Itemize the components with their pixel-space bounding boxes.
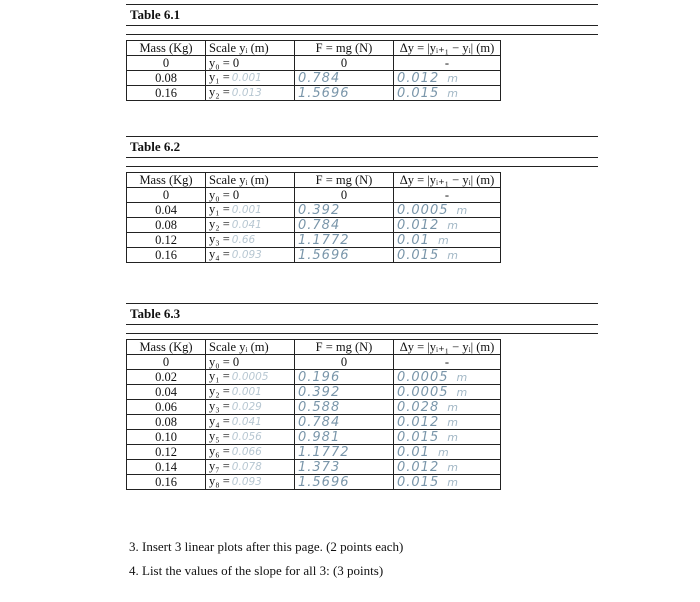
mass-cell: 0.16 (127, 86, 206, 101)
delta-y-handwritten-value: 0.01 (397, 444, 430, 460)
table-row (127, 248, 501, 263)
force-cell (295, 203, 394, 218)
table-row (127, 445, 501, 460)
force-cell (295, 248, 394, 263)
force-cell (295, 188, 394, 203)
instruction-slopes: 4. List the values of the slope for all 3: (3 points) (129, 563, 384, 578)
table-row (127, 56, 501, 71)
scale-cell (206, 415, 295, 430)
delta-y-cell (394, 430, 501, 445)
unit-handwritten: m (447, 460, 458, 474)
scale-label: y₅ = (209, 429, 230, 443)
scale-cell (206, 248, 295, 263)
scale-label: y₈ = (209, 474, 230, 488)
delta-y-header: Δy = |yᵢ₊₁ − yᵢ| (m) (394, 41, 501, 56)
delta-y-cell (394, 248, 501, 263)
scale-label: y₄ = (209, 414, 230, 428)
unit-handwritten: m (456, 203, 468, 217)
mass-cell: 0 (127, 355, 206, 370)
scale-header: Scale yᵢ (m) (206, 173, 295, 188)
force-handwritten-value: 1.1772 (298, 444, 350, 460)
mass-cell: 0.08 (127, 218, 206, 233)
scale-label: y₀ = 0 (209, 55, 240, 70)
scale-label: y₁ = (209, 202, 230, 216)
force-cell (295, 430, 394, 445)
delta-y-cell (394, 415, 501, 430)
delta-y-cell (394, 56, 501, 71)
delta-y-cell (394, 203, 501, 218)
header-row (127, 340, 501, 355)
force-cell (295, 475, 394, 490)
mass-cell: 0.08 (127, 71, 206, 86)
mass-cell: 0.08 (127, 415, 206, 430)
force-cell (295, 233, 394, 248)
instruction-plots: 3. Insert 3 linear plots after this page. (2 points each) (129, 539, 404, 554)
table-6-1-rule (126, 34, 598, 35)
table-6-1-header-bar (126, 4, 598, 26)
scale-handwritten-value: 0.001 (231, 386, 262, 398)
scale-cell (206, 475, 295, 490)
scale-cell (206, 445, 295, 460)
scale-handwritten-value: 0.66 (231, 234, 256, 246)
table-row (127, 370, 501, 385)
force-cell (295, 355, 394, 370)
table-6-2-rule (126, 166, 598, 167)
scale-handwritten-value: 0.093 (231, 476, 262, 488)
scale-handwritten-value: 0.078 (231, 461, 262, 473)
table-row (127, 86, 501, 101)
delta-y-cell (394, 86, 501, 101)
table-6-2 (126, 172, 501, 263)
delta-y-value: - (444, 55, 450, 70)
scale-handwritten-value: 0.013 (231, 87, 262, 99)
table-6-3-header-bar (126, 303, 598, 325)
force-value: 0 (340, 55, 348, 70)
table-row (127, 385, 501, 400)
table-6-3-section (126, 303, 598, 513)
scale-label: y₇ = (209, 459, 230, 473)
table-row (127, 415, 501, 430)
table-6-2-title: Table 6.2 (130, 139, 181, 154)
scale-label: y₁ = (209, 369, 230, 383)
mass-cell: 0.10 (127, 430, 206, 445)
scale-label: y₃ = (209, 232, 230, 246)
scale-handwritten-value: 0.041 (231, 416, 262, 428)
delta-y-handwritten-value: 0.0005 (397, 384, 449, 400)
table-row (127, 430, 501, 445)
force-cell (295, 415, 394, 430)
delta-y-handwritten-value: 0.01 (397, 232, 430, 248)
unit-handwritten: m (447, 430, 458, 444)
scale-label: y₂ = (209, 85, 230, 99)
table-row (127, 355, 501, 370)
force-cell (295, 56, 394, 71)
delta-y-handwritten-value: 0.015 (397, 429, 440, 445)
force-cell (295, 218, 394, 233)
force-handwritten-value: 0.784 (298, 70, 341, 86)
scale-handwritten-value: 0.056 (231, 431, 262, 443)
table-6-2-section (126, 136, 598, 286)
scale-cell (206, 400, 295, 415)
force-handwritten-value: 0.392 (298, 202, 341, 218)
delta-y-handwritten-value: 0.012 (397, 414, 440, 430)
scale-cell (206, 56, 295, 71)
table-row (127, 203, 501, 218)
scale-cell (206, 430, 295, 445)
delta-y-cell (394, 445, 501, 460)
mass-header: Mass (Kg) (127, 41, 206, 56)
mass-cell: 0.12 (127, 445, 206, 460)
force-handwritten-value: 1.1772 (298, 232, 350, 248)
scale-cell (206, 233, 295, 248)
force-handwritten-value: 1.5696 (298, 247, 350, 263)
scale-label: y₃ = (209, 399, 230, 413)
force-handwritten-value: 1.5696 (298, 474, 350, 490)
force-value: 0 (340, 187, 348, 202)
unit-handwritten: m (447, 475, 458, 489)
scale-label: y₀ = 0 (209, 187, 240, 202)
unit-handwritten: m (437, 445, 449, 459)
scale-label: y₂ = (209, 217, 230, 231)
table-6-2-header-bar (126, 136, 598, 158)
scale-label: y₆ = (209, 444, 230, 458)
mass-cell: 0 (127, 56, 206, 71)
scale-cell (206, 71, 295, 86)
unit-handwritten: m (447, 218, 458, 232)
delta-y-cell (394, 71, 501, 86)
mass-cell: 0.16 (127, 475, 206, 490)
force-value: 0 (340, 354, 348, 369)
force-cell (295, 71, 394, 86)
table-6-3-title: Table 6.3 (130, 306, 181, 321)
delta-y-cell (394, 475, 501, 490)
scale-handwritten-value: 0.041 (231, 219, 262, 231)
force-handwritten-value: 1.5696 (298, 85, 350, 101)
unit-handwritten: m (447, 71, 458, 85)
table-6-3-rule (126, 333, 598, 334)
force-cell (295, 86, 394, 101)
scale-handwritten-value: 0.0005 (231, 371, 269, 383)
scale-handwritten-value: 0.029 (231, 401, 262, 413)
unit-handwritten: m (447, 400, 458, 414)
mass-cell: 0.12 (127, 233, 206, 248)
force-header: F = mg (N) (295, 41, 394, 56)
force-handwritten-value: 0.784 (298, 414, 341, 430)
scale-cell (206, 218, 295, 233)
mass-header: Mass (Kg) (127, 340, 206, 355)
scale-handwritten-value: 0.093 (231, 249, 262, 261)
delta-y-cell (394, 385, 501, 400)
scale-cell (206, 203, 295, 218)
force-header: F = mg (N) (295, 340, 394, 355)
delta-y-header: Δy = |yᵢ₊₁ − yᵢ| (m) (394, 173, 501, 188)
delta-y-value: - (444, 187, 450, 202)
force-cell (295, 460, 394, 475)
header-row (127, 41, 501, 56)
force-cell (295, 370, 394, 385)
table-6-1-title: Table 6.1 (130, 7, 181, 22)
delta-y-handwritten-value: 0.0005 (397, 202, 449, 218)
unit-handwritten: m (447, 415, 458, 429)
delta-y-cell (394, 400, 501, 415)
delta-y-header: Δy = |yᵢ₊₁ − yᵢ| (m) (394, 340, 501, 355)
force-header: F = mg (N) (295, 173, 394, 188)
delta-y-handwritten-value: 0.012 (397, 217, 440, 233)
scale-cell (206, 370, 295, 385)
header-row (127, 173, 501, 188)
scale-label: y₄ = (209, 247, 230, 261)
mass-cell: 0.02 (127, 370, 206, 385)
delta-y-cell (394, 370, 501, 385)
force-handwritten-value: 0.981 (298, 429, 341, 445)
table-6-3 (126, 339, 501, 490)
scale-label: y₀ = 0 (209, 354, 240, 369)
force-cell (295, 400, 394, 415)
unit-handwritten: m (437, 233, 449, 247)
delta-y-handwritten-value: 0.028 (397, 399, 440, 415)
delta-y-handwritten-value: 0.012 (397, 459, 440, 475)
unit-handwritten: m (447, 86, 458, 100)
table-row (127, 218, 501, 233)
delta-y-handwritten-value: 0.015 (397, 85, 440, 101)
delta-y-cell (394, 355, 501, 370)
scale-cell (206, 188, 295, 203)
scale-handwritten-value: 0.066 (231, 446, 262, 458)
delta-y-cell (394, 188, 501, 203)
table-row (127, 233, 501, 248)
table-row (127, 475, 501, 490)
scale-header: Scale yᵢ (m) (206, 340, 295, 355)
mass-cell: 0.04 (127, 203, 206, 218)
mass-header: Mass (Kg) (127, 173, 206, 188)
scale-header: Scale yᵢ (m) (206, 41, 295, 56)
table-row (127, 71, 501, 86)
unit-handwritten: m (456, 385, 468, 399)
delta-y-handwritten-value: 0.012 (397, 70, 440, 86)
mass-cell: 0.16 (127, 248, 206, 263)
force-handwritten-value: 0.588 (298, 399, 341, 415)
unit-handwritten: m (456, 370, 468, 384)
table-row (127, 400, 501, 415)
scale-label: y₂ = (209, 384, 230, 398)
force-handwritten-value: 1.373 (298, 459, 341, 475)
table-row (127, 188, 501, 203)
delta-y-handwritten-value: 0.015 (397, 474, 440, 490)
unit-handwritten: m (447, 248, 458, 262)
force-handwritten-value: 0.196 (298, 369, 341, 385)
scale-handwritten-value: 0.001 (231, 204, 262, 216)
force-cell (295, 445, 394, 460)
delta-y-handwritten-value: 0.0005 (397, 369, 449, 385)
force-handwritten-value: 0.784 (298, 217, 341, 233)
mass-cell: 0.04 (127, 385, 206, 400)
force-handwritten-value: 0.392 (298, 384, 341, 400)
delta-y-cell (394, 218, 501, 233)
scale-cell (206, 355, 295, 370)
force-cell (295, 385, 394, 400)
delta-y-cell (394, 233, 501, 248)
scale-label: y₁ = (209, 70, 230, 84)
delta-y-handwritten-value: 0.015 (397, 247, 440, 263)
mass-cell: 0 (127, 188, 206, 203)
delta-y-value: - (444, 354, 450, 369)
scale-cell (206, 385, 295, 400)
table-row (127, 460, 501, 475)
scale-cell (206, 86, 295, 101)
table-6-1-section (126, 4, 598, 114)
mass-cell: 0.06 (127, 400, 206, 415)
scale-cell (206, 460, 295, 475)
mass-cell: 0.14 (127, 460, 206, 475)
delta-y-cell (394, 460, 501, 475)
scale-handwritten-value: 0.001 (231, 72, 262, 84)
table-6-1 (126, 40, 501, 101)
